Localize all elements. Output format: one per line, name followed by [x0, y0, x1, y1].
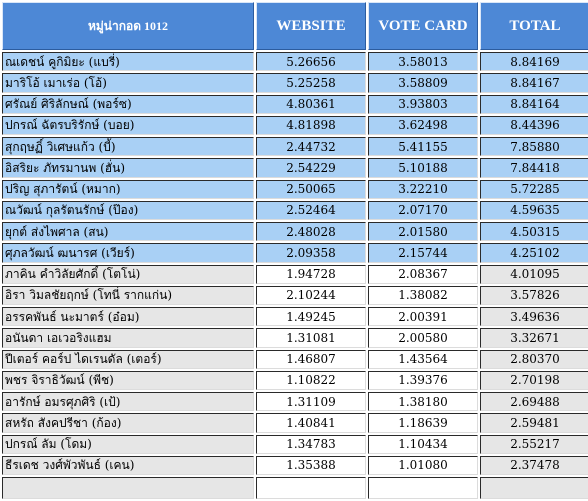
vote-card-cell: 3.58809: [368, 73, 478, 92]
name-cell: สุกฤษฏิ์ วิเศษแก้ว (บี้): [2, 137, 254, 156]
website-cell: 1.49245: [256, 307, 366, 326]
total-cell: 3.32671: [480, 328, 588, 347]
website-cell: 1.94728: [256, 265, 366, 284]
name-cell: พชร จิราธิวัฒน์ (พีช): [2, 371, 254, 390]
vote-card-cell: 5.41155: [368, 137, 478, 156]
vote-card-cell: 1.01080: [368, 456, 478, 475]
website-cell: 2.10244: [256, 286, 366, 305]
website-cell: 5.26656: [256, 52, 366, 71]
header-group-name: หมู่น่ากอด 1012: [2, 2, 254, 50]
table-row: [2, 52, 588, 71]
empty-cell: [2, 477, 254, 499]
table-row-empty: [2, 477, 588, 499]
table-row: [2, 95, 588, 114]
total-cell: 4.59635: [480, 201, 588, 220]
table-row: [2, 243, 588, 262]
name-cell: อิสริยะ ภัทรมานพ (ฮั่น): [2, 158, 254, 177]
website-cell: 4.81898: [256, 116, 366, 135]
website-cell: 2.52464: [256, 201, 366, 220]
name-cell: ณเดชน์ คูกิมิยะ (แบรี่): [2, 52, 254, 71]
header-row: [2, 2, 588, 50]
total-cell: 7.85880: [480, 137, 588, 156]
website-cell: 1.35388: [256, 456, 366, 475]
vote-card-cell: 1.10434: [368, 435, 478, 454]
table-row: [2, 73, 588, 92]
header-website: WEBSITE: [256, 2, 366, 50]
table-row: [2, 158, 588, 177]
table-row: [2, 116, 588, 135]
header-total: TOTAL: [480, 2, 588, 50]
name-cell: อนันดา เอเวอริงแฮม: [2, 328, 254, 347]
website-cell: 2.48028: [256, 222, 366, 241]
total-cell: 8.84167: [480, 73, 588, 92]
vote-card-cell: 2.01580: [368, 222, 478, 241]
score-table-body: [2, 52, 588, 499]
vote-card-cell: 2.00391: [368, 307, 478, 326]
name-cell: ศุภลวัฒน์ ฒนารศ (เวียร์): [2, 243, 254, 262]
name-cell: ศรัณย์ ศิริลักษณ์ (พอร์ซ): [2, 95, 254, 114]
header-vote-card: VOTE CARD: [368, 2, 478, 50]
table-row: [2, 180, 588, 199]
table-row: [2, 286, 588, 305]
vote-card-cell: 1.39376: [368, 371, 478, 390]
name-cell: ภาคิน คำวิลัยศักดิ์ (โตโน่): [2, 265, 254, 284]
website-cell: 5.25258: [256, 73, 366, 92]
total-cell: 5.72285: [480, 180, 588, 199]
total-cell: 3.57826: [480, 286, 588, 305]
website-cell: 4.80361: [256, 95, 366, 114]
website-cell: 1.31081: [256, 328, 366, 347]
vote-card-cell: 3.93803: [368, 95, 478, 114]
total-cell: 7.84418: [480, 158, 588, 177]
empty-cell: [256, 477, 366, 499]
table-row: [2, 392, 588, 411]
table-row: [2, 371, 588, 390]
table-row: [2, 265, 588, 284]
total-cell: 2.37478: [480, 456, 588, 475]
total-cell: 2.70198: [480, 371, 588, 390]
total-cell: 2.69488: [480, 392, 588, 411]
total-cell: 4.25102: [480, 243, 588, 262]
vote-card-cell: 1.38180: [368, 392, 478, 411]
website-cell: 1.34783: [256, 435, 366, 454]
total-cell: 8.84169: [480, 52, 588, 71]
name-cell: สหรัถ สังคปรีชา (ก้อง): [2, 413, 254, 432]
total-cell: 4.50315: [480, 222, 588, 241]
name-cell: ธีรเดช วงศ์พัวพันธ์ (เคน): [2, 456, 254, 475]
website-cell: 2.50065: [256, 180, 366, 199]
table-row: [2, 328, 588, 347]
table-row: [2, 456, 588, 475]
total-cell: 8.44396: [480, 116, 588, 135]
vote-card-cell: 5.10188: [368, 158, 478, 177]
website-cell: 2.44732: [256, 137, 366, 156]
table-row: [2, 435, 588, 454]
vote-card-cell: 2.00580: [368, 328, 478, 347]
vote-card-cell: 3.22210: [368, 180, 478, 199]
table-row: [2, 137, 588, 156]
website-cell: 1.40841: [256, 413, 366, 432]
name-cell: อรรคพันธ์ นะมาตร์ (อ๋อม): [2, 307, 254, 326]
vote-card-cell: 3.58013: [368, 52, 478, 71]
vote-card-cell: 1.18639: [368, 413, 478, 432]
total-cell: 2.59481: [480, 413, 588, 432]
website-cell: 1.46807: [256, 350, 366, 369]
name-cell: ปริญ สุภารัตน์ (หมาก): [2, 180, 254, 199]
table-row: [2, 413, 588, 432]
website-cell: 1.31109: [256, 392, 366, 411]
empty-cell: [480, 477, 588, 499]
name-cell: ปกรณ์ ฉัตรบริรักษ์ (บอย): [2, 116, 254, 135]
vote-card-cell: 2.15744: [368, 243, 478, 262]
name-cell: ยุกต์ ส่งไพศาล (สน): [2, 222, 254, 241]
name-cell: อิรา วิมลชัยฤกษ์ (โทนี่ รากแก่น): [2, 286, 254, 305]
name-cell: อารักษ์ อมรศุภศิริ (เป้): [2, 392, 254, 411]
vote-card-cell: 1.38082: [368, 286, 478, 305]
vote-card-cell: 2.08367: [368, 265, 478, 284]
total-cell: 3.49636: [480, 307, 588, 326]
total-cell: 2.55217: [480, 435, 588, 454]
vote-card-cell: 1.43564: [368, 350, 478, 369]
table-row: [2, 350, 588, 369]
vote-card-cell: 2.07170: [368, 201, 478, 220]
name-cell: ปีเตอร์ คอร์ป ไดเรนดัล (เตอร์): [2, 350, 254, 369]
total-cell: 8.84164: [480, 95, 588, 114]
empty-cell: [368, 477, 478, 499]
name-cell: มาริโอ้ เมาเร่อ (โอ้): [2, 73, 254, 92]
website-cell: 2.54229: [256, 158, 366, 177]
table-row: [2, 201, 588, 220]
name-cell: ปกรณ์ ลัม (โดม): [2, 435, 254, 454]
name-cell: ณวัฒน์ กุลรัตนรักษ์ (ป๊อง): [2, 201, 254, 220]
vote-card-cell: 3.62498: [368, 116, 478, 135]
website-cell: 1.10822: [256, 371, 366, 390]
total-cell: 2.80370: [480, 350, 588, 369]
table-row: [2, 222, 588, 241]
website-cell: 2.09358: [256, 243, 366, 262]
total-cell: 4.01095: [480, 265, 588, 284]
table-row: [2, 307, 588, 326]
